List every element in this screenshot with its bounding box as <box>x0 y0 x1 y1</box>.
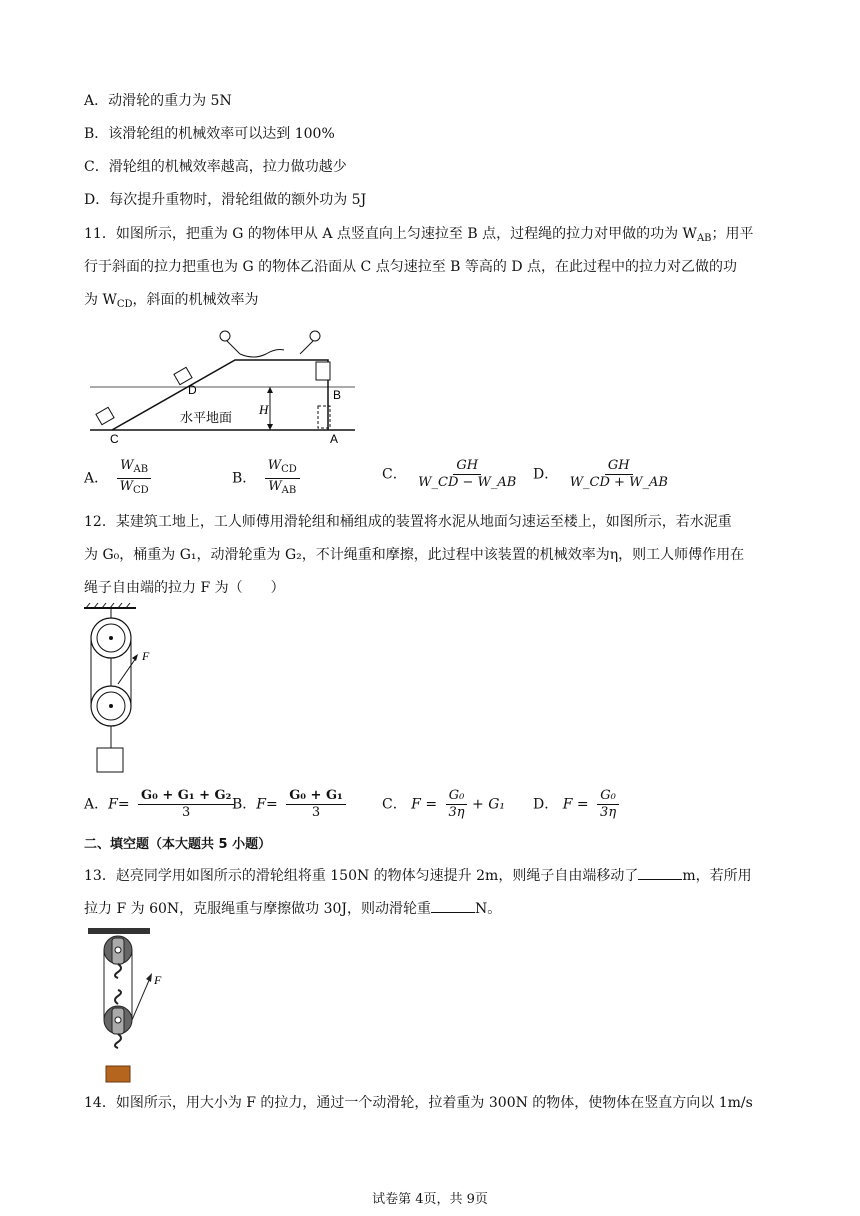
q12-opt-b-num: G₀ + G₁ <box>286 788 346 805</box>
label-c: C <box>110 432 119 446</box>
q11-opt-a-label: A． <box>84 470 109 487</box>
q12-opt-d-num: G₀ <box>597 788 619 805</box>
pulley-right <box>310 331 320 341</box>
q11-opt-b-num: W <box>267 458 282 473</box>
q11-text-5: ，斜面的机械效率为 <box>132 292 259 308</box>
q11-text-2: ；用平 <box>711 226 754 242</box>
rope-free-end <box>118 658 136 684</box>
movable-pulley-axle <box>109 704 113 708</box>
q12-opt-b-label: B． <box>232 796 257 813</box>
q12-opt-d-fraction <box>597 788 619 821</box>
label-h: H <box>259 402 269 417</box>
q12-option-a <box>84 788 234 821</box>
q12-opt-b-den: 3 <box>311 805 321 820</box>
q12-option-b <box>232 788 346 821</box>
q13-text-2a: 拉力 F 为 60N，克服绳重与摩擦做功 30J，则动滑轮重 <box>84 901 432 917</box>
q11-option-d <box>533 458 671 491</box>
q12-opt-c-fraction <box>446 788 468 821</box>
q12-opt-c-prefix: F = <box>411 796 438 813</box>
fixed-pulley-axle <box>109 636 113 640</box>
q12-pulley-figure <box>84 602 164 777</box>
bucket-box <box>97 748 123 772</box>
q11-opt-a-num: W <box>120 458 134 473</box>
height-arrow-top <box>267 387 273 393</box>
q11-opt-a-fraction <box>117 458 152 499</box>
height-arrow-bottom <box>267 424 273 430</box>
q11-line-3 <box>84 290 259 315</box>
q13-force-arrow <box>146 973 152 982</box>
q12-opt-a-prefix: F= <box>108 796 130 813</box>
q12-opt-d-label: D． <box>533 796 559 813</box>
q11-opt-b-fraction <box>265 458 300 499</box>
q12-opt-c-den: 3η <box>448 805 465 820</box>
q11-sub-ab: AB <box>696 233 712 244</box>
q11-opt-c-den: W_CD − W_AB <box>418 475 517 490</box>
q10-option-a: A．动滑轮的重力为 5N <box>84 93 232 109</box>
q12-opt-a-fraction <box>138 788 234 821</box>
q13-fixed-axle <box>115 947 121 953</box>
q13-pulley-figure <box>84 926 174 1084</box>
box-at-b <box>316 362 330 380</box>
pulley-right-arm <box>300 341 313 354</box>
q13-line-2 <box>84 899 501 919</box>
q13-text-1a: 13．赵亮同学用如图所示的滑轮组将重 150N 的物体匀速提升 2m，则绳子自由端移动了 <box>84 868 639 884</box>
pulley-left-arm <box>227 341 240 354</box>
force-arrow <box>132 654 138 661</box>
q11-opt-a-num-sub: AB <box>133 464 149 475</box>
q11-opt-d-label: D． <box>533 466 559 483</box>
q13-line-1 <box>84 866 752 886</box>
q13-movable-axle <box>115 1017 121 1023</box>
label-a: A <box>330 432 339 446</box>
q13-blank-1[interactable] <box>638 867 682 880</box>
section-2-heading: 二、填空题（本大题共 5 小题） <box>84 837 272 852</box>
q12-opt-b-prefix: F= <box>256 796 278 813</box>
label-d: D <box>188 383 197 397</box>
q12-line-1: 12．某建筑工地上，工人师傅用滑轮组和桶组成的装置将水泥从地面匀速运至楼上，如图所示，若水泥重 <box>84 514 732 530</box>
q11-opt-c-num: GH <box>453 458 481 475</box>
q12-option-c <box>382 788 505 821</box>
box-at-c <box>96 407 114 424</box>
q11-option-b <box>232 458 300 499</box>
q11-opt-b-num-sub: CD <box>281 464 297 475</box>
q11-opt-d-fraction <box>567 458 671 491</box>
page-footer: 试卷第 4页，共 9页 <box>372 1192 488 1207</box>
q13-rope-free <box>132 978 150 1020</box>
q11-text-1: 11．如图所示，把重为 G 的物体甲从 A 点竖直向上匀速拉至 B 点，过程绳的拉力对甲做的功为 W <box>84 226 697 242</box>
q11-opt-c-label: C． <box>382 466 407 483</box>
q11-incline-figure <box>90 322 360 447</box>
q13-ceiling <box>88 928 150 934</box>
q11-opt-a-den: W <box>119 479 133 494</box>
q13-movable-hook-top <box>115 990 121 1004</box>
q13-text-2b: N。 <box>475 901 502 917</box>
q12-opt-c-suffix: + G₁ <box>472 796 506 813</box>
q12-opt-a-num: G₀ + G₁ + G₂ <box>138 788 234 805</box>
q13-label-f: F <box>154 973 162 987</box>
q13-fixed-hook <box>115 964 121 978</box>
q11-text-4: 为 W <box>84 292 117 308</box>
q11-opt-b-den-sub: AB <box>281 485 297 496</box>
q11-opt-c-fraction <box>415 458 519 491</box>
q12-opt-c-num: G₀ <box>446 788 468 805</box>
q11-opt-b-label: B． <box>232 470 257 487</box>
q14-line-1: 14．如图所示，用大小为 F 的拉力，通过一个动滑轮，拉着重为 300N 的物体，使物体在竖直方向以 1m/s <box>84 1095 753 1111</box>
q12-opt-c-label: C． <box>382 796 407 813</box>
label-b: B <box>333 388 342 402</box>
q12-opt-b-fraction <box>286 788 346 821</box>
q11-option-c <box>382 458 519 491</box>
label-f: F <box>142 649 150 663</box>
q11-line-2: 行于斜面的拉力把重也为 G 的物体乙沿面从 C 点匀速拉至 B 等高的 D 点，在此过程中的拉力对乙做的功 <box>84 259 738 275</box>
q13-text-1b: m，若所用 <box>682 868 752 884</box>
pulley-left <box>220 331 230 341</box>
q11-opt-d-num: GH <box>605 458 633 475</box>
q10-option-c: C．滑轮组的机械效率越高，拉力做功越少 <box>84 159 347 175</box>
rope-top <box>240 350 284 358</box>
q12-opt-a-label: A． <box>84 796 109 813</box>
q12-opt-a-den: 3 <box>182 805 191 820</box>
q11-option-a <box>84 458 152 499</box>
q11-opt-b-den: W <box>268 479 282 494</box>
label-ground: 水平地面 <box>180 411 233 426</box>
q12-line-2: 为 G₀，桶重为 G₁，动滑轮重为 G₂，不计绳重和摩擦，此过程中该装置的机械效率为η，则工人师傅作用在 <box>84 547 745 563</box>
q10-option-d: D．每次提升重物时，滑轮组做的额外功为 5J <box>84 192 367 208</box>
q13-movable-hook-bottom <box>115 1034 121 1048</box>
q12-opt-d-prefix: F = <box>562 796 589 813</box>
q11-opt-a-den-sub: CD <box>132 485 149 496</box>
q13-weight-block <box>106 1066 130 1082</box>
q12-option-d <box>533 788 619 821</box>
q12-opt-d-den: 3η <box>600 805 617 820</box>
q12-line-3: 绳子自由端的拉力 F 为（ ） <box>84 580 285 596</box>
q13-blank-2[interactable] <box>431 900 475 913</box>
q10-option-b: B．该滑轮组的机械效率可以达到 100% <box>84 126 335 142</box>
q11-line-1 <box>84 224 754 249</box>
q11-sub-cd: CD <box>116 299 133 310</box>
q11-opt-d-den: W_CD + W_AB <box>569 475 668 490</box>
